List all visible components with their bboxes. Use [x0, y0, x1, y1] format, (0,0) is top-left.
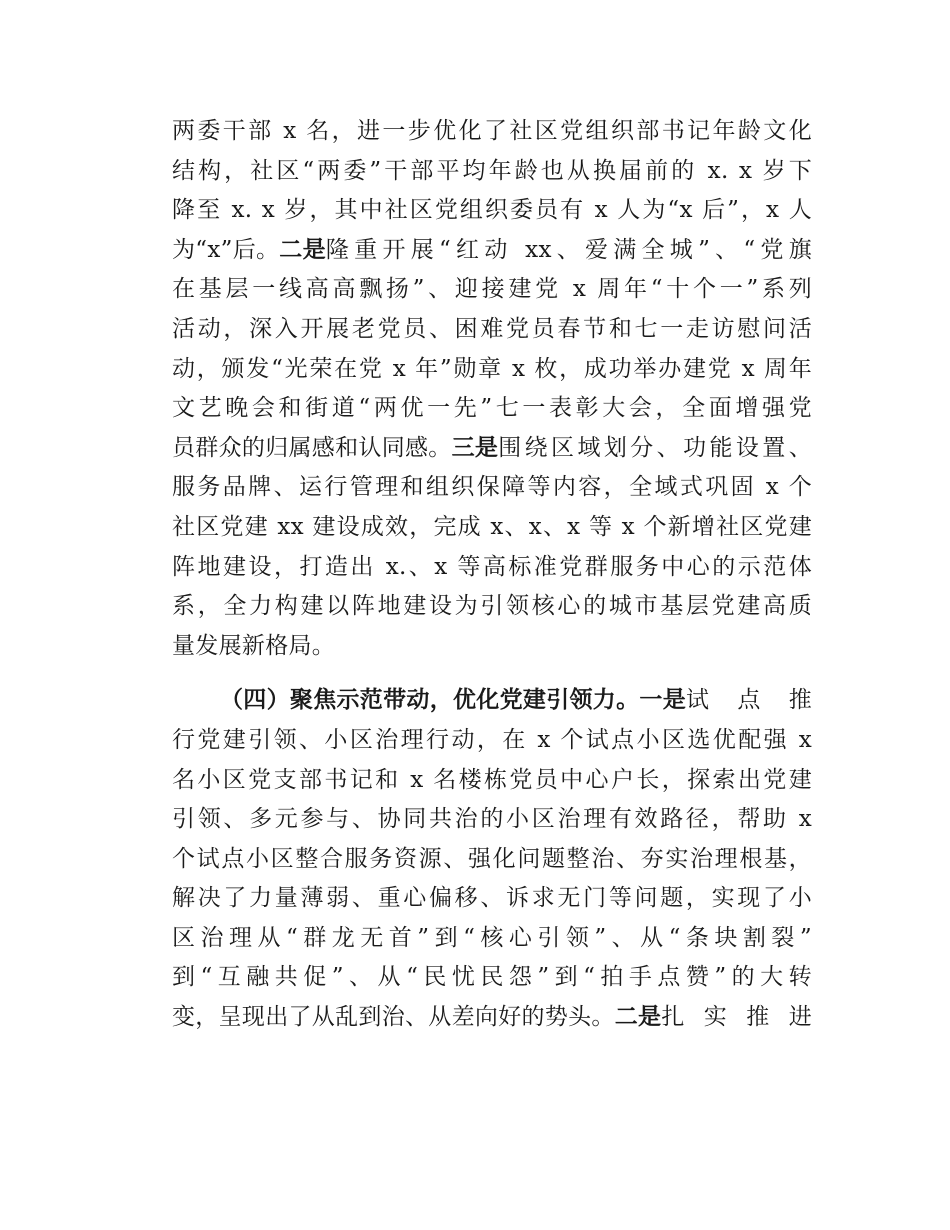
- text-line: 引领、多元参与、协同共治的小区治理有效路径，帮助 x: [172, 806, 812, 833]
- text-line: 变，呈现出了从乱到治、从差向好的势头。 二是 扎实推进: [172, 998, 812, 1038]
- document-page: [172, 112, 812, 1038]
- text-line: 文艺晚会和街道“两优一先”七一表彰大会，全面增强党: [172, 395, 812, 422]
- text-line: 到“互融共促”、从“民忧民怨”到“拍手点赞”的大转: [172, 964, 812, 991]
- text-line: 结构，社区“两委”干部平均年龄也从换届前的 x. x 岁下: [172, 157, 812, 184]
- emphasis-label: 一是: [639, 687, 687, 714]
- text-line: 名小区党支部书记和 x 名楼栋党员中心户长，探索出党建: [172, 766, 812, 793]
- emphasis-label: 二是: [614, 1004, 662, 1031]
- section-heading: （四）聚焦示范带动，优化党建引领力。: [220, 687, 640, 714]
- text-line: 阵地建设，打造出 x.、x 等高标准党群服务中心的示范体: [172, 553, 812, 580]
- paragraph-1: [172, 112, 812, 666]
- text-line: 社区党建 xx 建设成效，完成 x、x、x 等 x 个新增社区党建: [172, 513, 812, 540]
- text-line: 动，颁发“光荣在党 x 年”勋章 x 枚，成功举办建党 x 周年: [172, 355, 812, 382]
- paragraph-2: [172, 681, 812, 1037]
- section-heading-line: （四）聚焦示范带动，优化党建引领力。 一是 试点推: [172, 681, 812, 721]
- text-line: 服务品牌、运行管理和组织保障等内容，全域式巩固 x 个: [172, 474, 812, 501]
- text-line: 活动，深入开展老党员、困难党员春节和七一走访慰问活: [172, 315, 812, 342]
- text-line: 系，全力构建以阵地建设为引领核心的城市基层党建高质: [172, 593, 812, 620]
- text-line: 在基层一线高高飘扬”、迎接建党 x 周年“十个一”系列: [172, 276, 812, 303]
- text-line: 员群众的归属感和认同感。 三是 围绕区域划分、功能设置、: [172, 429, 812, 469]
- text-line: 降至 x. x 岁，其中社区党组织委员有 x 人为“x 后”，x 人: [172, 197, 812, 224]
- text-line: 两委干部 x 名，进一步优化了社区党组织部书记年龄文化: [172, 118, 812, 144]
- text-line: 为“x”后。 二是 隆重开展“红动 xx、爱满全城”、“党旗: [172, 231, 812, 271]
- text-line: 行党建引领、小区治理行动，在 x 个试点小区选优配强 x: [172, 726, 812, 753]
- text-line: 解决了力量薄弱、重心偏移、诉求无门等问题，实现了小: [172, 885, 812, 912]
- text-line: 量发展新格局。: [172, 632, 336, 659]
- text-line: 个试点小区整合服务资源、强化问题整治、夯实治理根基，: [172, 845, 812, 872]
- paragraph-gap: [172, 666, 812, 681]
- emphasis-label: 二是: [279, 236, 326, 263]
- emphasis-label: 三是: [451, 434, 499, 461]
- text-line: 区治理从“群龙无首”到“核心引领”、从“条块割裂”: [172, 924, 812, 951]
